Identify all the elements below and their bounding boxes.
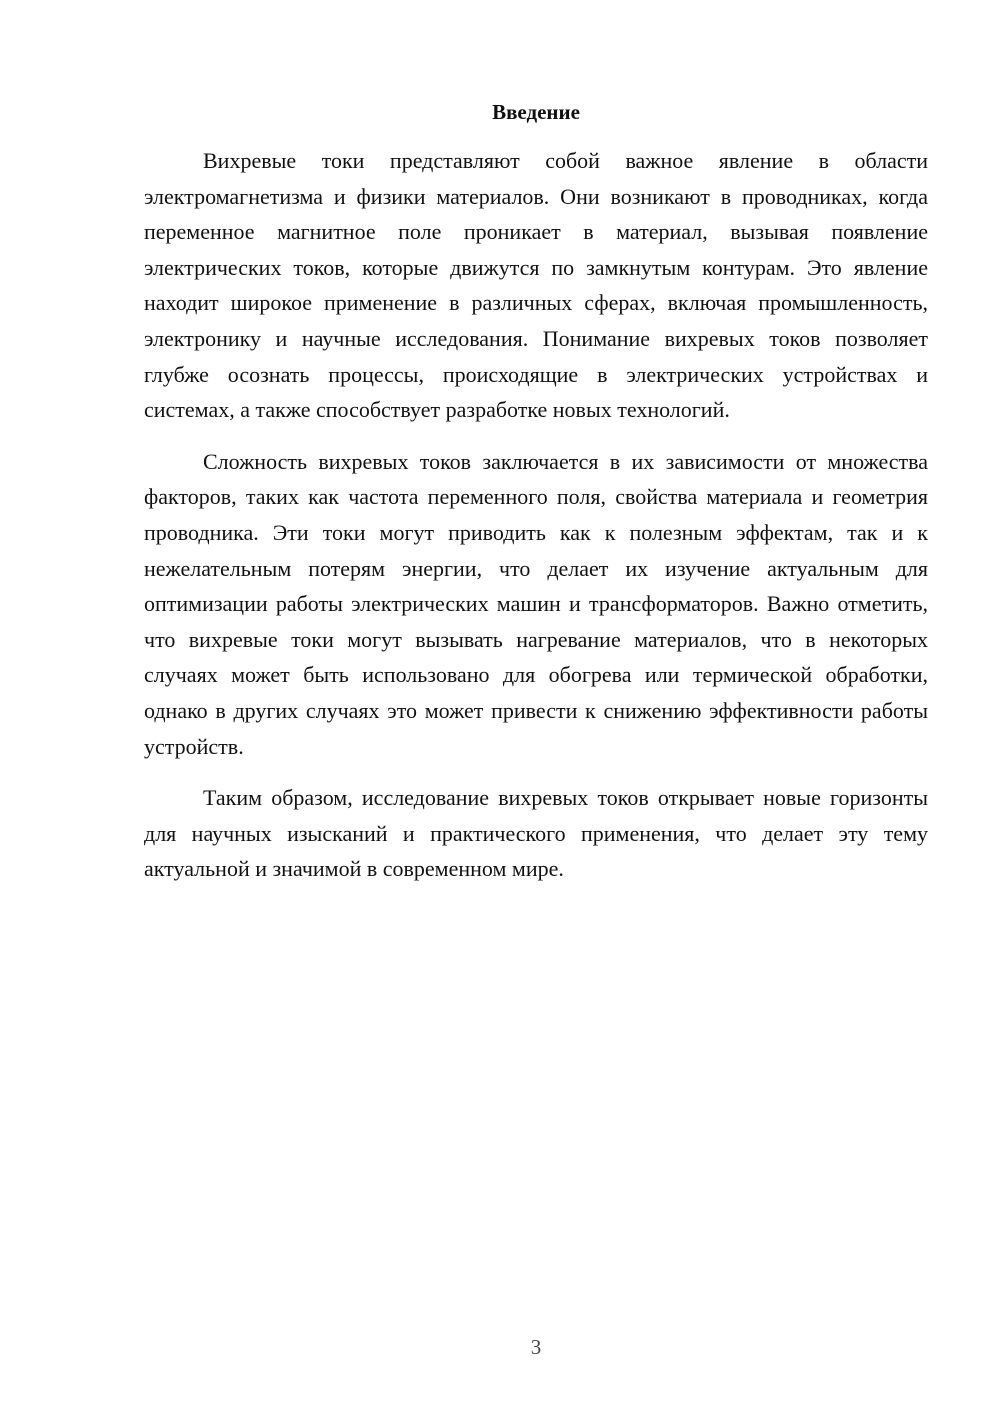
page-title: Введение	[492, 100, 580, 124]
body-text	[144, 143, 928, 903]
paragraph-2: Сложность вихревых токов заключается в их зависимости от множества факторов, таких как частота переменного поля, свойства материала и геометрия проводника. Эти токи могут приводить как к полезным эффектам, так и к нежелательным потерям энергии, что делает их изучение актуальным для оптимизации работы электрических машин и трансформаторов. Важно отметить, что вихревые токи могут вызывать нагревание материалов, что в некоторых случаях может быть использовано для обогрева или термической обработки, однако в других случаях это может привести к снижению эффективности работы устройств.	[144, 448, 928, 759]
page-number: 3	[530, 1335, 542, 1359]
paragraph-3: Таким образом, исследование вихревых токов открывает новые горизонты для научных изысканий и практического применения, что делает эту тему актуальной и значимой в современном мире.	[144, 785, 928, 882]
paragraph-1: Вихревые токи представляют собой важное явление в области электромагнетизма и физики материалов. Они возникают в проводниках, когда переменное магнитное поле проникает в материал, вызывая появление электрических токов, которые движутся по замкнутым контурам. Это явление находит широкое применение в различных сферах, включая промышленность, электронику и научные исследования. Понимание вихревых токов позволяет глубже осознать процессы, происходящие в электрических устройствах и системах, а также способствует разработке новых технологий.	[144, 148, 928, 423]
